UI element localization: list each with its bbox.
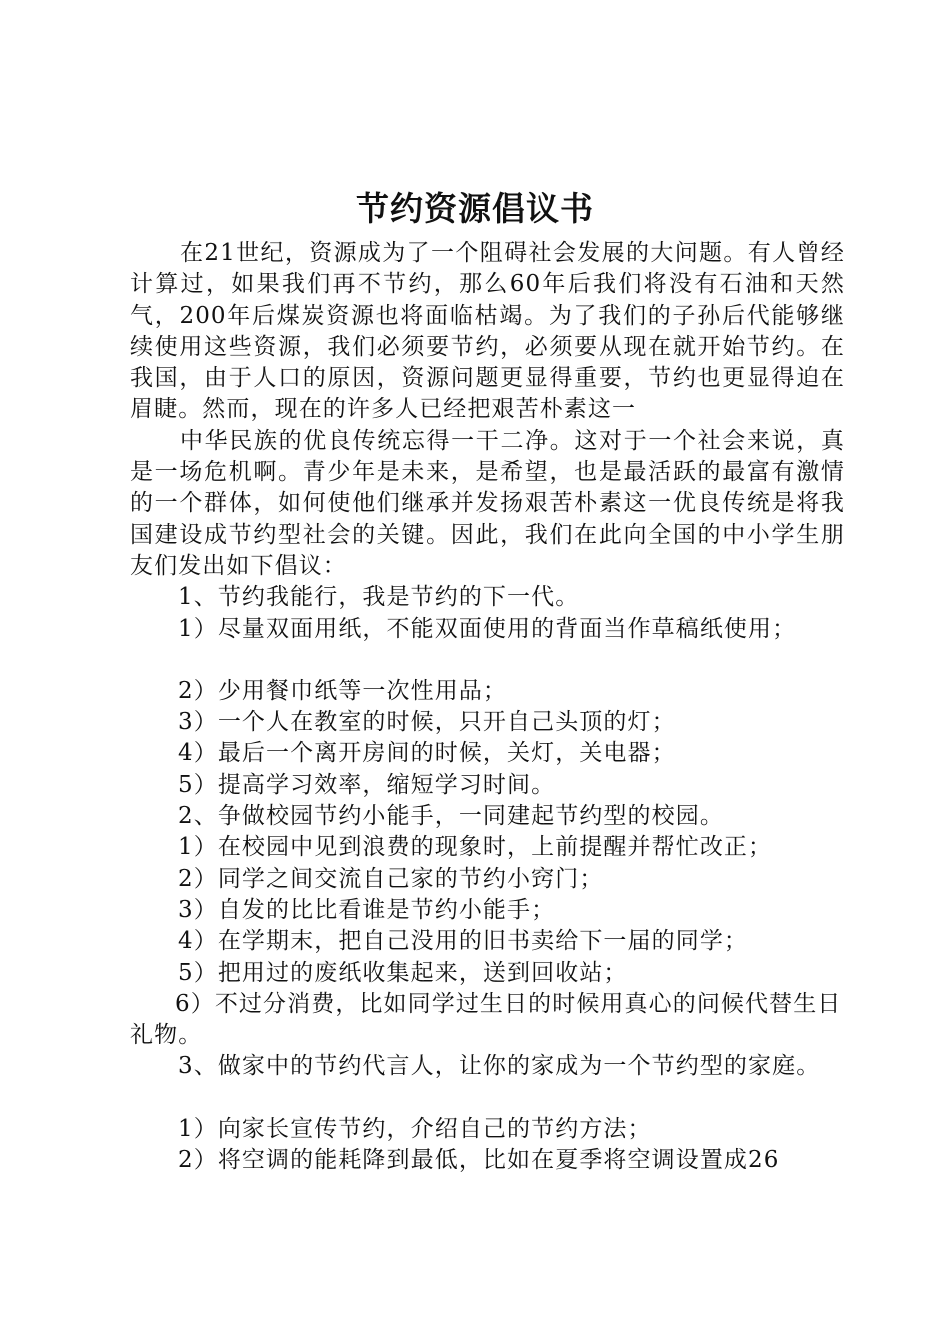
paragraph-intro: 在21世纪，资源成为了一个阻碍社会发展的大问题。有人曾经计算过，如果我们再不节约，那么60年后我们将没有石油和天然气，200年后煤炭资源也将面临枯竭。为了我们的子孙后代能够继续使用这些资源，我们必须要节约，必须要从现在就开始节约。在我国，由于人口的原因，资源问题更显得重要，节约也更显得迫在眉睫。然而，现在的许多人已经把艰苦朴素这一 [130,240,845,423]
list-item: 5）提高学习效率，缩短学习时间。 [178,771,556,798]
paragraph-tradition: 中华民族的优良传统忘得一干二净。这对于一个社会来说，真是一场危机啊。青少年是未来，是希望，也是最活跃的最富有激情的一个群体，如何使他们继承并发扬艰苦朴素这一优良传统是将我国建设成节约型社会的关键。因此，我们在此向全国的中小学生朋友们发出如下倡议： [130,427,845,579]
list-item: 1）向家长宣传节约，介绍自己的节约方法； [178,1115,652,1142]
list-item: 6）不过分消费，比如同学过生日的时候用真心的问候代替生日礼物。 [130,990,842,1049]
list-item: 4）在学期末，把自己没用的旧书卖给下一届的同学； [178,928,749,955]
list-item: 1）在校园中见到浪费的现象时，上前提醒并帮忙改正； [178,834,773,861]
list-item: 3）自发的比比看谁是节约小能手； [178,896,556,923]
section-heading-2: 2、争做校园节约小能手，一同建起节约型的校园。 [178,803,724,830]
list-item: 1）尽量双面用纸，不能双面使用的背面当作草稿纸使用； [178,615,797,642]
list-item: 5）把用过的废纸收集起来，送到回收站； [178,959,628,986]
section-heading-1: 1、节约我能行，我是节约的下一代。 [178,584,580,611]
list-item: 2）将空调的能耗降到最低，比如在夏季将空调设置成26 [178,1147,780,1174]
list-item: 2）少用餐巾纸等一次性用品； [178,677,508,704]
list-item: 3）一个人在教室的时候，只开自己头顶的灯； [178,709,676,736]
section-heading-3: 3、做家中的节约代言人，让你的家成为一个节约型的家庭。 [178,1053,821,1080]
list-item: 2）同学之间交流自己家的节约小窍门； [178,865,604,892]
document-title: 节约资源倡议书 [356,189,594,228]
document-body [130,238,845,1176]
list-item: 4）最后一个离开房间的时候，关灯，关电器； [178,740,676,767]
